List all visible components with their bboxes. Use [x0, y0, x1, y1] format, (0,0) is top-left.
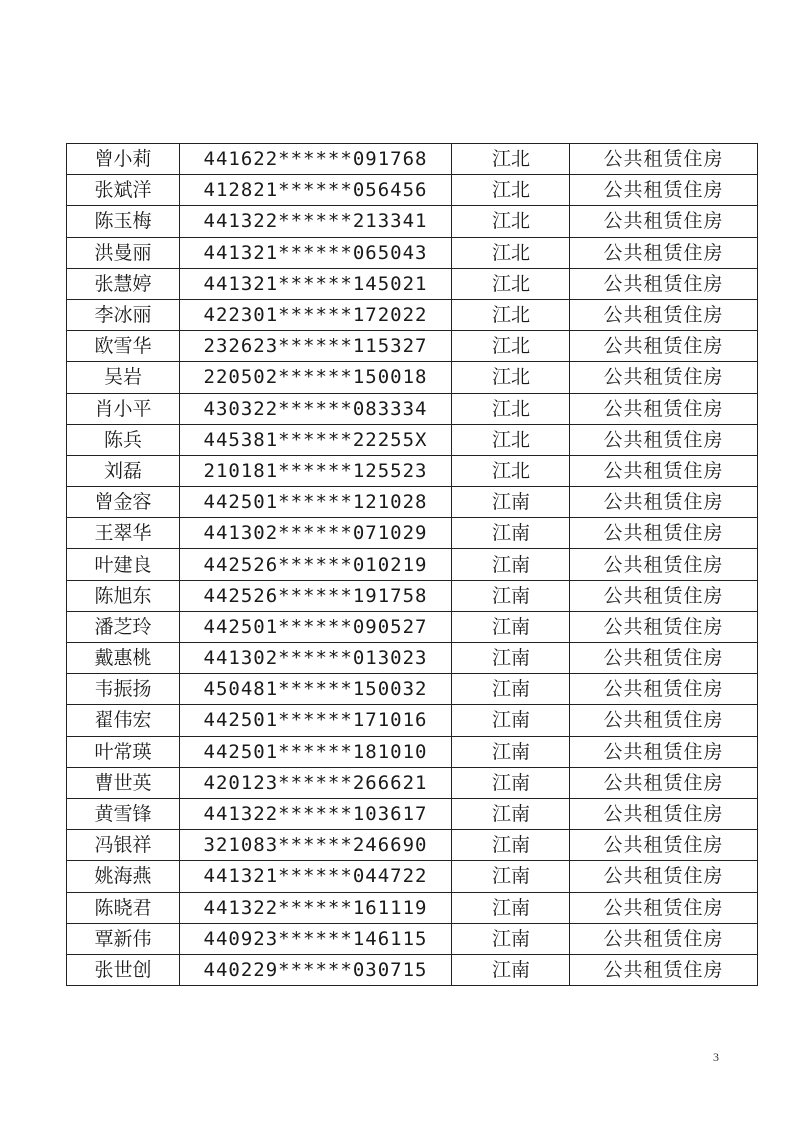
housing-type-cell: 公共租赁住房 [570, 674, 758, 705]
id-number-cell: 440923******146115 [180, 923, 452, 954]
housing-type-cell: 公共租赁住房 [570, 268, 758, 299]
district-cell: 江南 [452, 954, 570, 985]
district-cell: 江南 [452, 767, 570, 798]
district-cell: 江北 [452, 299, 570, 330]
housing-type-cell: 公共租赁住房 [570, 861, 758, 892]
district-cell: 江南 [452, 549, 570, 580]
district-cell: 江北 [452, 362, 570, 393]
applicant-name-cell: 叶建良 [67, 549, 180, 580]
table-row [67, 580, 758, 611]
housing-type-cell: 公共租赁住房 [570, 455, 758, 486]
housing-type-cell: 公共租赁住房 [570, 892, 758, 923]
housing-type-cell: 公共租赁住房 [570, 923, 758, 954]
table-row [67, 144, 758, 175]
applicant-name-cell: 肖小平 [67, 393, 180, 424]
district-cell: 江北 [452, 175, 570, 206]
table-row [67, 268, 758, 299]
id-number-cell: 441302******013023 [180, 643, 452, 674]
page-number: 3 [713, 1050, 719, 1064]
housing-type-cell: 公共租赁住房 [570, 487, 758, 518]
district-cell: 江南 [452, 487, 570, 518]
table-row [67, 736, 758, 767]
housing-type-cell: 公共租赁住房 [570, 424, 758, 455]
table-row [67, 518, 758, 549]
applicant-name-cell: 张世创 [67, 954, 180, 985]
table-row [67, 393, 758, 424]
id-number-cell: 442501******181010 [180, 736, 452, 767]
table-row [67, 206, 758, 237]
housing-type-cell: 公共租赁住房 [570, 362, 758, 393]
housing-type-cell: 公共租赁住房 [570, 175, 758, 206]
id-number-cell: 442501******090527 [180, 611, 452, 642]
table-row [67, 767, 758, 798]
housing-type-cell: 公共租赁住房 [570, 611, 758, 642]
applicant-name-cell: 吴岩 [67, 362, 180, 393]
table-row [67, 861, 758, 892]
applicant-name-cell: 韦振扬 [67, 674, 180, 705]
table-row [67, 954, 758, 985]
district-cell: 江北 [452, 144, 570, 175]
housing-type-cell: 公共租赁住房 [570, 580, 758, 611]
id-number-cell: 321083******246690 [180, 830, 452, 861]
district-cell: 江北 [452, 237, 570, 268]
applicant-name-cell: 陈兵 [67, 424, 180, 455]
table-row [67, 455, 758, 486]
table-row [67, 299, 758, 330]
id-number-cell: 430322******083334 [180, 393, 452, 424]
district-cell: 江南 [452, 674, 570, 705]
applicant-name-cell: 陈旭东 [67, 580, 180, 611]
district-cell: 江南 [452, 736, 570, 767]
applicant-name-cell: 张斌洋 [67, 175, 180, 206]
district-cell: 江北 [452, 393, 570, 424]
table-row [67, 923, 758, 954]
id-number-cell: 412821******056456 [180, 175, 452, 206]
applicant-name-cell: 张慧婷 [67, 268, 180, 299]
district-cell: 江南 [452, 892, 570, 923]
housing-type-cell: 公共租赁住房 [570, 206, 758, 237]
id-number-cell: 442501******171016 [180, 705, 452, 736]
district-cell: 江北 [452, 455, 570, 486]
applicant-name-cell: 黄雪锋 [67, 798, 180, 829]
table-row [67, 549, 758, 580]
table-row [67, 331, 758, 362]
applicant-name-cell: 覃新伟 [67, 923, 180, 954]
applicant-name-cell: 戴惠桃 [67, 643, 180, 674]
id-number-cell: 441322******103617 [180, 798, 452, 829]
id-number-cell: 442501******121028 [180, 487, 452, 518]
housing-type-cell: 公共租赁住房 [570, 549, 758, 580]
table-row [67, 175, 758, 206]
applicant-name-cell: 冯银祥 [67, 830, 180, 861]
applicant-name-cell: 潘芝玲 [67, 611, 180, 642]
id-number-cell: 441302******071029 [180, 518, 452, 549]
id-number-cell: 440229******030715 [180, 954, 452, 985]
applicant-name-cell: 叶常瑛 [67, 736, 180, 767]
id-number-cell: 442526******191758 [180, 580, 452, 611]
district-cell: 江南 [452, 518, 570, 549]
housing-type-cell: 公共租赁住房 [570, 393, 758, 424]
housing-type-cell: 公共租赁住房 [570, 518, 758, 549]
district-cell: 江南 [452, 580, 570, 611]
id-number-cell: 422301******172022 [180, 299, 452, 330]
applicant-name-cell: 曹世英 [67, 767, 180, 798]
housing-type-cell: 公共租赁住房 [570, 331, 758, 362]
id-number-cell: 445381******22255X [180, 424, 452, 455]
applicant-name-cell: 翟伟宏 [67, 705, 180, 736]
district-cell: 江北 [452, 206, 570, 237]
table-row [67, 830, 758, 861]
district-cell: 江北 [452, 424, 570, 455]
district-cell: 江北 [452, 331, 570, 362]
applicant-name-cell: 曾小莉 [67, 144, 180, 175]
id-number-cell: 441321******145021 [180, 268, 452, 299]
table-row [67, 237, 758, 268]
table-row [67, 362, 758, 393]
housing-type-cell: 公共租赁住房 [570, 767, 758, 798]
table-row [67, 798, 758, 829]
applicant-table [66, 143, 758, 986]
applicant-name-cell: 王翠华 [67, 518, 180, 549]
table-row [67, 487, 758, 518]
applicant-name-cell: 姚海燕 [67, 861, 180, 892]
housing-type-cell: 公共租赁住房 [570, 643, 758, 674]
id-number-cell: 441322******213341 [180, 206, 452, 237]
housing-type-cell: 公共租赁住房 [570, 705, 758, 736]
district-cell: 江南 [452, 830, 570, 861]
id-number-cell: 441622******091768 [180, 144, 452, 175]
applicant-name-cell: 曾金容 [67, 487, 180, 518]
district-cell: 江南 [452, 923, 570, 954]
housing-type-cell: 公共租赁住房 [570, 237, 758, 268]
housing-type-cell: 公共租赁住房 [570, 798, 758, 829]
id-number-cell: 232623******115327 [180, 331, 452, 362]
id-number-cell: 220502******150018 [180, 362, 452, 393]
id-number-cell: 441321******065043 [180, 237, 452, 268]
applicant-name-cell: 欧雪华 [67, 331, 180, 362]
district-cell: 江北 [452, 268, 570, 299]
housing-type-cell: 公共租赁住房 [570, 954, 758, 985]
district-cell: 江南 [452, 705, 570, 736]
district-cell: 江南 [452, 798, 570, 829]
housing-type-cell: 公共租赁住房 [570, 830, 758, 861]
applicant-name-cell: 刘磊 [67, 455, 180, 486]
table-row [67, 674, 758, 705]
housing-type-cell: 公共租赁住房 [570, 736, 758, 767]
id-number-cell: 420123******266621 [180, 767, 452, 798]
id-number-cell: 442526******010219 [180, 549, 452, 580]
district-cell: 江南 [452, 611, 570, 642]
id-number-cell: 441322******161119 [180, 892, 452, 923]
district-cell: 江南 [452, 643, 570, 674]
applicant-name-cell: 陈玉梅 [67, 206, 180, 237]
table-row [67, 424, 758, 455]
id-number-cell: 210181******125523 [180, 455, 452, 486]
id-number-cell: 450481******150032 [180, 674, 452, 705]
applicant-name-cell: 陈晓君 [67, 892, 180, 923]
table-row [67, 611, 758, 642]
applicant-name-cell: 李冰丽 [67, 299, 180, 330]
table-row [67, 643, 758, 674]
district-cell: 江南 [452, 861, 570, 892]
applicant-name-cell: 洪曼丽 [67, 237, 180, 268]
housing-type-cell: 公共租赁住房 [570, 299, 758, 330]
housing-type-cell: 公共租赁住房 [570, 144, 758, 175]
table-row [67, 705, 758, 736]
id-number-cell: 441321******044722 [180, 861, 452, 892]
applicant-table-body [67, 144, 758, 986]
table-row [67, 892, 758, 923]
